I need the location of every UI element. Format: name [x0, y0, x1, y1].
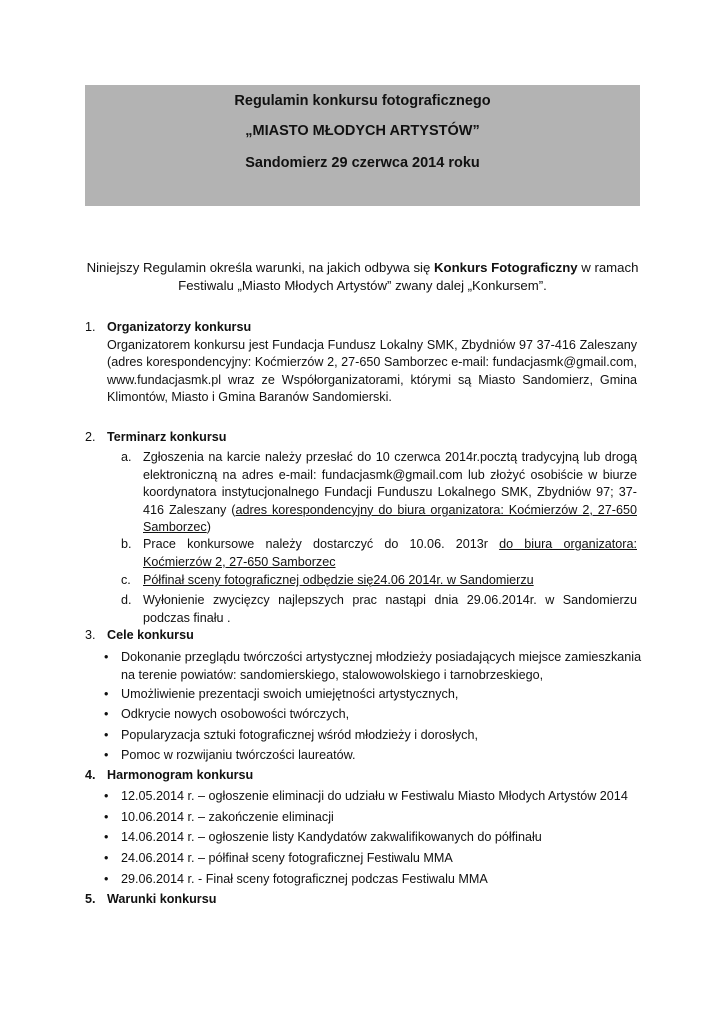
item-text: Wyłonienie zwycięzcy najlepszych prac nastąpi dnia 29.06.2014r. w Sandomierzu podczas finału .: [143, 593, 637, 625]
section-heading: Harmonogram konkursu: [107, 768, 254, 782]
list-item: [121, 449, 637, 537]
item-text: 29.06.2014 r. - Finał sceny fotograficznej podczas Festiwalu MMA: [121, 872, 488, 886]
intro-bold: Konkurs Fotograficzny: [434, 260, 578, 275]
list-item: [121, 592, 637, 627]
item-text: 24.06.2014 r. – półfinał sceny fotograficznej Festiwalu MMA: [121, 851, 453, 865]
item-text: Umożliwienie prezentacji swoich umiejętności artystycznych,: [121, 687, 459, 701]
list-marker: d.: [121, 593, 132, 607]
section-4-heading: [85, 767, 253, 785]
bullet-item: [104, 649, 644, 684]
item-underlined: do biura organizatora: Koćmierzów 2, 27-650 Samborzec: [143, 537, 637, 569]
title-line: „MIASTO MŁODYCH ARTYSTÓW”: [245, 123, 480, 139]
item-text: 10.06.2014 r. – zakończenie eliminacji: [121, 810, 334, 824]
section-heading: Cele konkursu: [107, 628, 194, 642]
item-text: Prace konkursowe należy dostarczyć do 10.06. 2013r: [143, 537, 500, 551]
bullet-item: [104, 809, 644, 827]
intro-paragraph: [85, 259, 640, 295]
bullet-icon: •: [104, 830, 109, 844]
bullet-icon: •: [104, 748, 109, 762]
bullet-item: [104, 706, 644, 724]
section-heading: Warunki konkursu: [107, 892, 217, 906]
list-item: [121, 572, 637, 590]
bullet-item: [104, 829, 644, 847]
item-text: Popularyzacja sztuki fotograficznej wśród młodzieży i dorosłych,: [121, 728, 478, 742]
title-box: [85, 85, 640, 206]
bullet-item: [104, 747, 644, 765]
list-marker: a.: [121, 450, 132, 464]
item-underlined: Półfinał sceny fotograficznej odbędzie się24.06 2014r. w Sandomierzu: [143, 573, 534, 587]
bullet-item: [104, 686, 644, 704]
bullet-item: [104, 788, 644, 806]
title-line: Regulamin konkursu fotograficznego: [234, 93, 491, 109]
item-text: ): [206, 520, 211, 535]
intro-text: Niniejszy Regulamin określa warunki, na jakich odbywa się: [86, 260, 434, 275]
item-underlined: adres korespondencyjny do biura organizatora: Koćmierzów 2, 27-650 Samborzec: [143, 502, 637, 535]
bullet-icon: •: [104, 707, 109, 721]
section-heading: Terminarz konkursu: [107, 430, 227, 444]
section-1: [85, 319, 637, 407]
section-number: 4.: [85, 768, 96, 782]
bullet-icon: •: [104, 650, 109, 664]
item-text: Dokonanie przeglądu twórczości artystycznej młodzieży posiadających miejsce zamieszkania na terenie powiatów: sandomierskiego, stalowowolskiego i tarnobrzeskiego,: [121, 650, 642, 682]
list-marker: c.: [121, 573, 131, 587]
section-number: 3.: [85, 628, 96, 642]
list-marker: b.: [121, 537, 132, 551]
bullet-icon: •: [104, 687, 109, 701]
item-text: 12.05.2014 r. – ogłoszenie eliminacji do udziału w Festiwalu Miasto Młodych Artystów 2014: [121, 789, 628, 803]
bullet-item: [104, 727, 644, 745]
bullet-icon: •: [104, 851, 109, 865]
section-number: 5.: [85, 892, 96, 906]
bullet-icon: •: [104, 789, 109, 803]
section-2-heading: [85, 429, 637, 447]
bullet-icon: •: [104, 810, 109, 824]
item-text: Odkrycie nowych osobowości twórczych,: [121, 707, 350, 721]
item-text: 14.06.2014 r. – ogłoszenie listy Kandydatów zakwalifikowanych do półfinału: [121, 830, 542, 844]
intro-text: w ramach Festiwalu „Miasto Młodych Artystów” zwany dalej „Konkursem”.: [178, 260, 639, 293]
section-text: Organizatorem konkursu jest Fundacja Fundusz Lokalny SMK, Zbydniów 97 37-416 Zaleszany (adres korespondencyjny: Koćmierzów 2, 27-650 Samborzec e-mail: fundacjasmk@gmail.com, www.fundacjasmk.pl wraz ze Współorganizatorami, którymi są Miasto Sandomierz, Gmina Klimontów, Miasto i Gmina Baranów Sandomierski.: [107, 337, 637, 405]
item-text: Pomoc w rozwijaniu twórczości laureatów.: [121, 748, 356, 762]
section-number: 1.: [85, 320, 96, 334]
bullet-icon: •: [104, 728, 109, 742]
bullet-icon: •: [104, 872, 109, 886]
item-text: Zgłoszenia na karcie należy przesłać do 10 czerwca 2014r.pocztą tradycyjną lub drogą elektroniczną na adres e-mail: fundacjasmk@gmail.com lub złożyć osobiście w biurze koordynatora instytucjonalnego Fundacji Funduszu Lokalnego SMK, Zbydniów 97; 37-416 Zaleszany (: [143, 450, 637, 517]
bullet-item: [104, 871, 644, 889]
section-5-heading: [85, 891, 216, 909]
section-heading: Organizatorzy konkursu: [107, 320, 252, 334]
list-item: [121, 536, 637, 571]
section-3-heading: [85, 627, 194, 645]
title-line: Sandomierz 29 czerwca 2014 roku: [245, 155, 480, 171]
bullet-item: [104, 850, 644, 868]
section-number: 2.: [85, 430, 96, 444]
